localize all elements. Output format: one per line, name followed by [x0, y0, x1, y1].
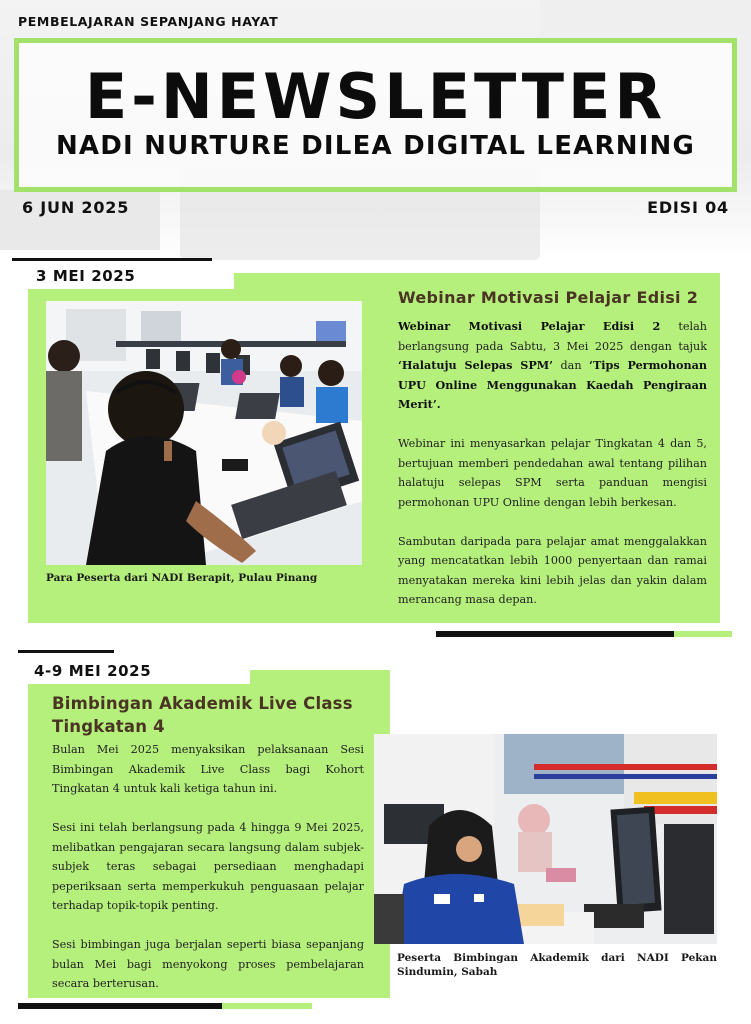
- divider: [674, 631, 732, 637]
- text-run: dan: [553, 359, 590, 372]
- newsletter-subtitle: NADI NURTURE DILEA DIGITAL LEARNING: [55, 131, 696, 161]
- article-photo: [46, 301, 362, 565]
- bold-phrase: ‘Halatuju Selepas SPM’: [398, 358, 554, 372]
- article-title: Bimbingan Akademik Live Class Tingkatan 4: [52, 694, 353, 736]
- article-paragraph: Webinar ini menyasarkan pelajar Tingkatan 4 dan 5, bertujuan memberi pendedahan awal tentang pilihan halatuju selepas SPM serta panduan mengisi permohonan UPU Online dengan lebih berkesan.: [398, 437, 707, 509]
- divider: [12, 258, 212, 261]
- issue-date: 6 JUN 2025: [22, 198, 130, 217]
- article-date-tab: 3 MEI 2025: [14, 263, 234, 289]
- series-label: PEMBELAJARAN SEPANJANG HAYAT: [18, 14, 279, 29]
- article-body: [398, 317, 707, 629]
- text-run: telah berlangsung pada Sabtu, 3 Mei 2025 dengan tajuk: [398, 320, 707, 353]
- article-title: Webinar Motivasi Pelajar Edisi 2: [398, 288, 699, 307]
- divider: [18, 650, 114, 653]
- article-paragraph: Bulan Mei 2025 menyaksikan pelaksanaan Sesi Bimbingan Akademik Live Class bagi Kohort Tingkatan 4 untuk kali ketiga tahun ini.: [52, 743, 364, 795]
- article-paragraph: [398, 317, 707, 415]
- masthead: [14, 38, 737, 192]
- article-photo: [374, 734, 717, 944]
- photo-caption: Para Peserta dari NADI Berapit, Pulau Pinang: [46, 572, 318, 584]
- divider: [18, 1003, 222, 1009]
- issue-edition: EDISI 04: [647, 198, 729, 217]
- article-paragraph: Sesi ini telah berlangsung pada 4 hingga 9 Mei 2025, melibatkan pengajaran secara langsung dalam subjek-subjek teras sebagai persediaan menghadapi peperiksaan serta memperkukuh penguasaan pelajar terhadap topik-topik penting.: [52, 821, 364, 912]
- article-date-tab: 4-9 MEI 2025: [14, 658, 250, 684]
- newsletter-title: E-NEWSLETTER: [84, 60, 667, 133]
- divider: [436, 631, 674, 637]
- article-body: [52, 740, 364, 1013]
- photo-caption: Peserta Bimbingan Akademik dari NADI Pekan Sindumin, Sabah: [397, 952, 717, 978]
- divider: [222, 1003, 312, 1009]
- bold-phrase: Webinar Motivasi Pelajar Edisi 2: [398, 319, 661, 333]
- article-paragraph: Sambutan daripada para pelajar amat menggalakkan yang mencatatkan lebih 1000 penyertaan dan ramai menyatakan mereka kini lebih jelas dan yakin dalam merancang masa depan.: [398, 534, 707, 606]
- bold-phrase: ‘Tips Permohonan UPU Online Menggunakan Kaedah Pengiraan Merit’.: [398, 358, 707, 411]
- article-paragraph: Sesi bimbingan juga berjalan seperti biasa sepanjang bulan Mei bagi menyokong proses pembelajaran secara berterusan.: [52, 938, 364, 990]
